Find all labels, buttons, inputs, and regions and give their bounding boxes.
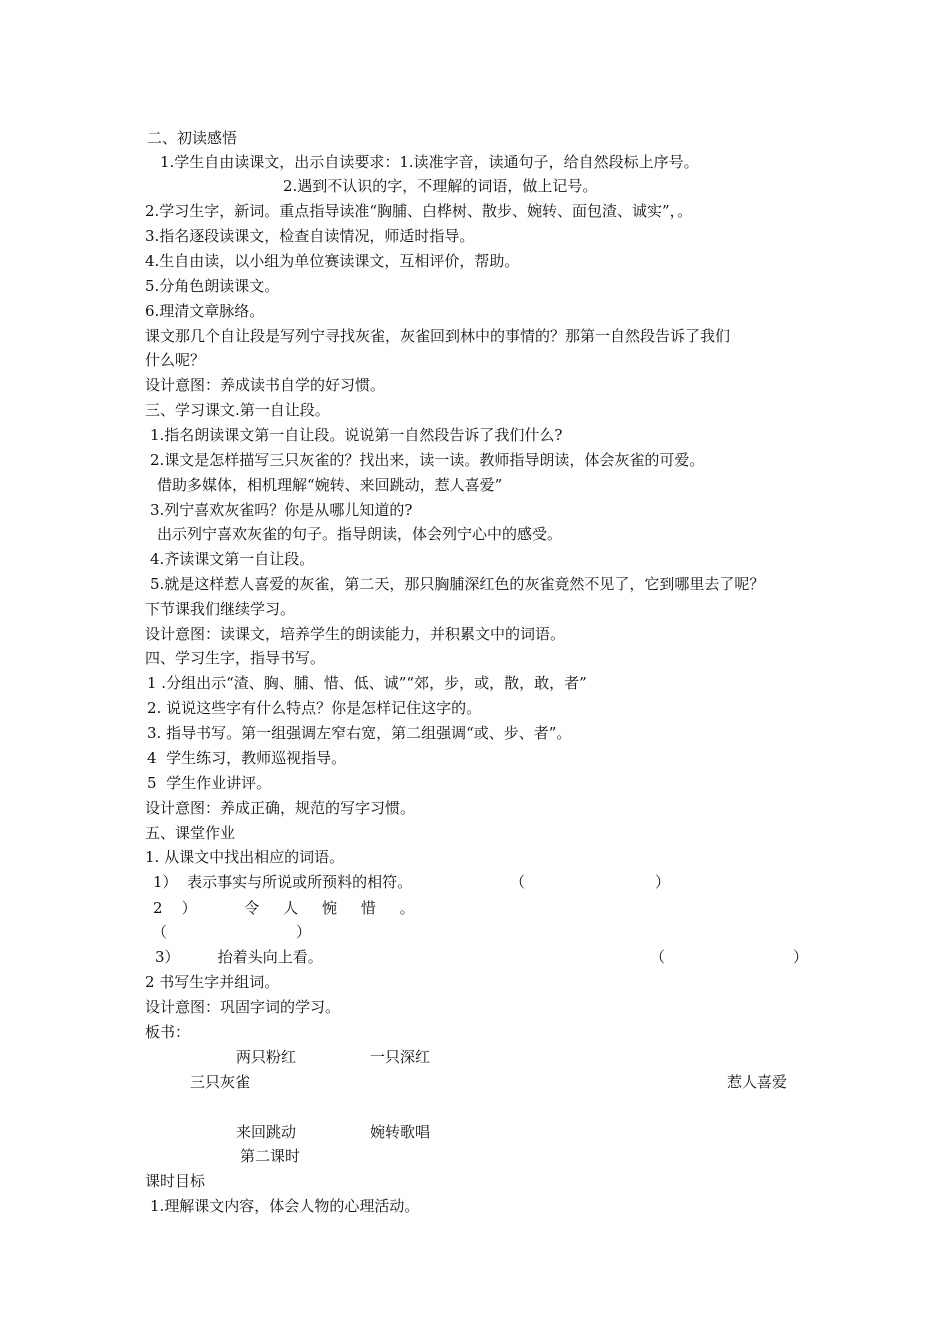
- blackboard-item: 一只深红: [370, 1048, 431, 1066]
- blackboard-item: 三只灰雀: [190, 1073, 251, 1091]
- blackboard-item: 惹人喜爱: [727, 1073, 788, 1091]
- design-note: 设计意图：读课文，培养学生的朗读能力，并积累文中的词语。: [145, 625, 566, 643]
- text-line: 1.理解课文内容，体会人物的心理活动。: [150, 1197, 420, 1215]
- section-heading-2: 二、初读感悟: [147, 129, 238, 147]
- lesson-heading: 第二课时: [240, 1147, 301, 1165]
- blackboard-item: 两只粉红: [236, 1048, 297, 1066]
- section-heading-3: 三、学习课文.第一自让段。: [145, 401, 330, 419]
- text-line: 4.生自由读，以小组为单位赛读课文，互相评价，帮助。: [145, 252, 520, 270]
- text-line: 3.指名逐段读课文，检查自读情况，师适时指导。: [145, 227, 475, 245]
- text-line: 2.遇到不认识的字，不理解的词语，做上记号。: [283, 177, 598, 195]
- text-line: 3. 指导书写。第一组强调左窄右宽，第二组强调“或、步、者”。: [147, 724, 572, 742]
- text-line: 借助多媒体，相机理解“婉转、来回跳动，惹人喜爱”: [157, 476, 503, 494]
- text-line: 1.指名朗读课文第一自让段。说说第一自然段告诉了我们什么?: [150, 426, 563, 444]
- answer-paren-close: ）: [296, 923, 312, 941]
- answer-paren-close: ）: [655, 873, 671, 891]
- text-line: 1. 从课文中找出相应的词语。: [145, 848, 345, 866]
- text-line: 1.学生自由读课文，出示自读要求：1.读准字音，读通句子，给自然段标上序号。: [160, 153, 699, 171]
- text-line: 5.就是这样惹人喜爱的灰雀，第二天，那只胸脯深红色的灰雀竟然不见了，它到哪里去了呢？: [150, 575, 765, 593]
- text-line: 5 学生作业讲评。: [147, 774, 272, 792]
- text-line: 2 书写生字并组词。: [145, 973, 280, 991]
- text-line: 2.课文是怎样描写三只灰雀的？找出来，读一读。教师指导朗读，体会灰雀的可爱。: [150, 451, 705, 469]
- text-line: 4 学生练习，教师巡视指导。: [147, 749, 347, 767]
- text-line: 6.理清文章脉络。: [145, 302, 265, 320]
- blackboard-item: 婉转歌唱: [370, 1123, 431, 1141]
- blackboard-item: 来回跳动: [236, 1123, 297, 1141]
- text-line: 出示列宁喜欢灰雀的句子。指导朗读，体会列宁心中的感受。: [157, 525, 563, 543]
- text-line: 2.学习生字，新词。重点指导读准“胸脯、白桦树、散步、婉转、面包渣、诚实”，。: [145, 202, 693, 220]
- answer-paren-open: （: [152, 923, 168, 941]
- exercise-item-3: 3） 抬着头向上看。: [155, 948, 323, 966]
- answer-paren-open: （: [650, 948, 666, 966]
- section-heading-4: 四、学习生字，指导书写。: [145, 649, 326, 667]
- exercise-item-2: 2 ） 令 人 惋 惜 。: [153, 899, 415, 917]
- design-note: 设计意图：巩固字词的学习。: [145, 998, 341, 1016]
- blackboard-heading: 板书：: [145, 1023, 191, 1041]
- text-line: 3.列宁喜欢灰雀吗？你是从哪儿知道的?: [150, 501, 413, 519]
- objectives-heading: 课时目标: [145, 1172, 206, 1190]
- design-note: 设计意图：养成正确，规范的写字习惯。: [145, 799, 416, 817]
- text-line: 2. 说说这些字有什么特点？你是怎样记住这字的。: [147, 699, 482, 717]
- text-line: 5.分角色朗读课文。: [145, 277, 280, 295]
- text-line: 课文那几个自让段是写列宁寻找灰雀，灰雀回到林中的事情的？那第一自然段告诉了我们: [145, 327, 731, 345]
- answer-paren-close: ）: [793, 948, 809, 966]
- text-line: 什么呢？: [145, 351, 206, 369]
- text-line: 4.齐读课文第一自让段。: [150, 550, 315, 568]
- text-line: 下节课我们继续学习。: [145, 600, 296, 618]
- exercise-item-1: 1） 表示事实与所说或所预料的相符。: [153, 873, 413, 891]
- text-line: 1 .分组出示“渣、胸、脯、惜、低、诚”“郊，步，或，散，敢，者”: [147, 674, 587, 692]
- section-heading-5: 五、课堂作业: [145, 824, 236, 842]
- design-note: 设计意图：养成读书自学的好习惯。: [145, 376, 386, 394]
- answer-paren-open: （: [510, 873, 526, 891]
